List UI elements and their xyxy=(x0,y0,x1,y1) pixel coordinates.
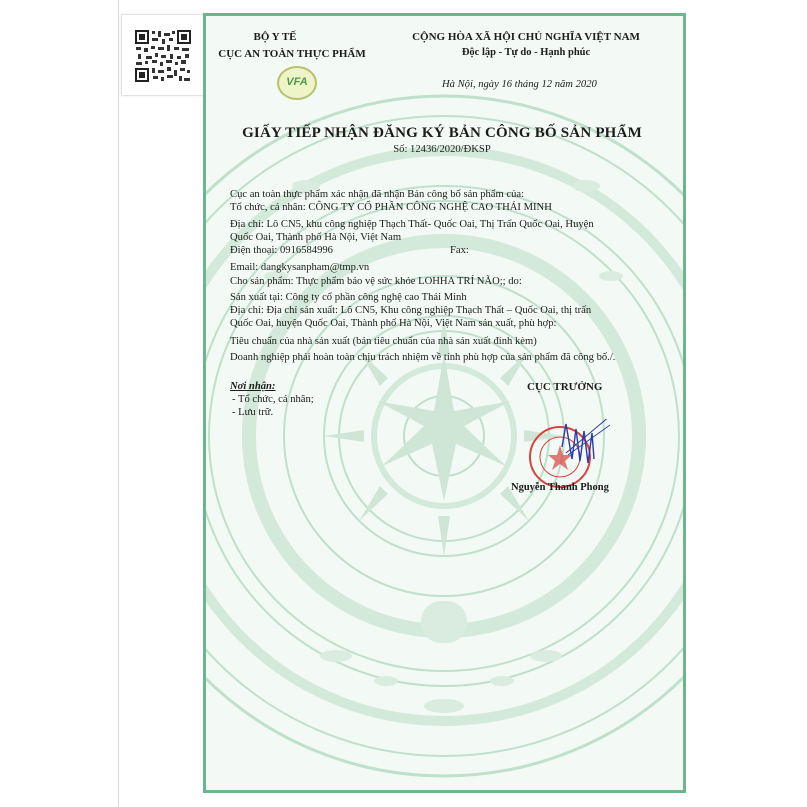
recipient-item: - Tổ chức, cá nhân; xyxy=(232,394,314,405)
recipient-item: - Lưu trữ. xyxy=(232,407,274,418)
body-line: Địa chỉ: Lô CN5, khu công nghiệp Thạch Thất- Quốc Oai, Thị Trấn Quốc Oai, Huyện xyxy=(230,219,594,230)
body-line: Quốc Oai, huyện Quốc Oai, Thành phố Hà Nội, Việt Nam sản xuất, phù hợp: xyxy=(230,318,557,329)
body-line: Quốc Oai, Thành phố Hà Nội, Việt Nam xyxy=(230,232,402,243)
qr-code xyxy=(121,14,205,96)
body-line: Sản xuất tại: Công ty cổ phần công nghệ cao Thái Minh xyxy=(230,292,467,303)
recipients-label: Nơi nhận: xyxy=(230,381,276,392)
body-line: Địa chỉ: Địa chỉ sản xuất: Lô CN5, Khu công nghiệp Thạch Thất – Quốc Oai, thị trấn xyxy=(230,305,592,316)
body-line: Email: dangkysanpham@tmp.vn xyxy=(230,262,370,273)
body-line: Doanh nghiệp phải hoàn toàn chịu trách nhiệm về tính phù hợp của sản phẩm đã công bố./. xyxy=(230,352,616,363)
body-line: Cục an toàn thực phẩm xác nhận đã nhận Bản công bố sản phẩm của: xyxy=(230,189,525,200)
fax-label: Fax: xyxy=(450,245,469,256)
ministry-name: BỘ Y TẾ xyxy=(253,31,297,43)
issue-date: Hà Nội, ngày 16 tháng 12 năm 2020 xyxy=(442,79,597,90)
document-number: Số: 12436/2020/ĐKSP xyxy=(393,144,491,155)
body-line: Tiêu chuẩn của nhà sản xuất (bản tiêu chuẩn của nhà sản xuất đính kèm) xyxy=(230,336,537,347)
certificate xyxy=(203,13,686,793)
body-line: Tổ chức, cá nhân: CÔNG TY CỔ PHẦN CÔNG NGHỆ CAO THÁI MINH xyxy=(230,202,552,213)
signer-title: CỤC TRƯỞNG xyxy=(527,381,603,393)
agency-name: CỤC AN TOÀN THỰC PHẨM xyxy=(218,48,366,60)
vfa-logo-text: VFA xyxy=(286,76,308,88)
body-line: Cho sản phẩm: Thực phẩm bảo vệ sức khỏe LOHHA TRÍ NÃO;; do: xyxy=(230,276,522,287)
signer-name: Nguyễn Thanh Phong xyxy=(511,482,609,493)
vfa-logo xyxy=(277,66,317,100)
page-margin-line xyxy=(118,0,119,807)
body-line: Điện thoại: 0916584996 xyxy=(230,245,333,256)
national-motto: Độc lập - Tự do - Hạnh phúc xyxy=(461,47,591,58)
document-title: GIẤY TIẾP NHẬN ĐĂNG KÝ BẢN CÔNG BỐ SẢN PHẨM xyxy=(242,125,642,141)
country-name: CỘNG HÒA XÃ HỘI CHỦ NGHĨA VIỆT NAM xyxy=(412,31,640,43)
qr-code-icon xyxy=(134,29,192,83)
